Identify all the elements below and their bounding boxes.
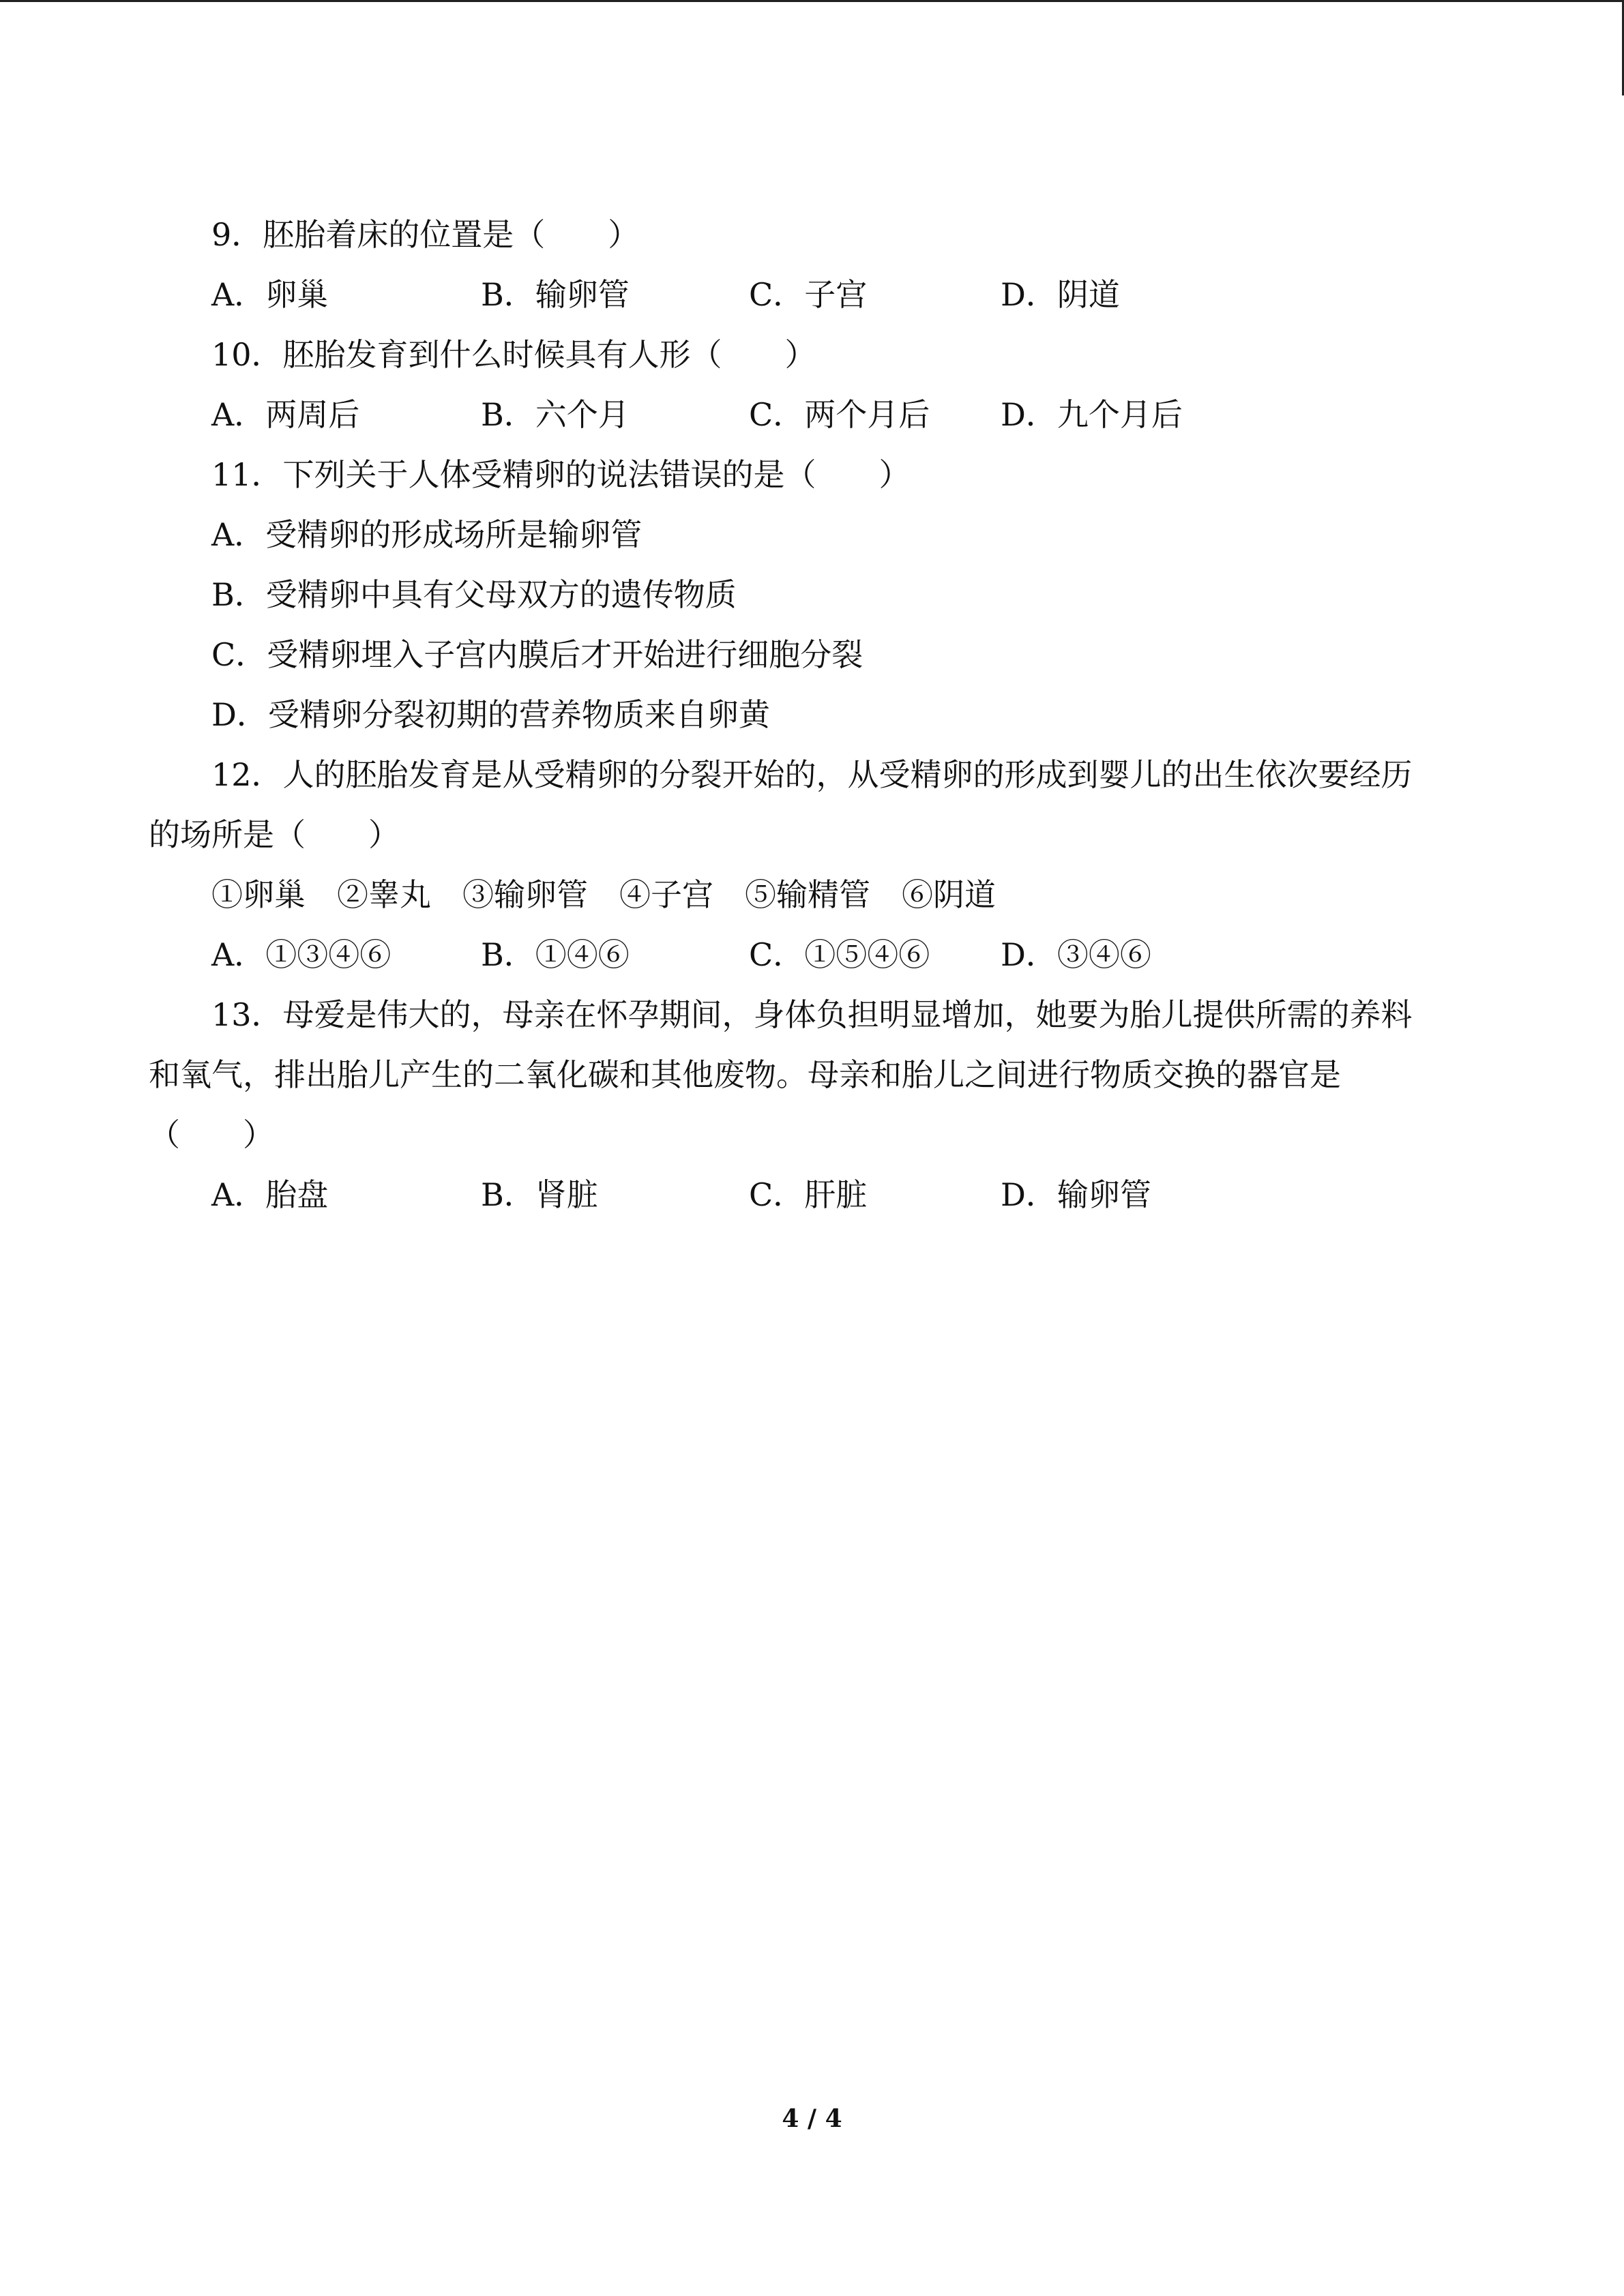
question-9-option-b: B．输卵管	[481, 276, 630, 313]
question-9-option-c: C．子宫	[749, 276, 868, 313]
question-11-option-a: A．受精卵的形成场所是输卵管	[211, 516, 643, 553]
question-13-option-a: A．胎盘	[211, 1176, 329, 1213]
question-12-option-b: B．①④⑥	[481, 936, 630, 973]
page-number: 4 / 4	[782, 2104, 842, 2133]
question-13-stem-line-2: 和氧气，排出胎儿产生的二氧化碳和其他废物。母亲和胎儿之间进行物质交换的器官是	[149, 1056, 1341, 1093]
question-13-option-b: B．肾脏	[481, 1176, 598, 1213]
question-10-option-a: A．两周后	[211, 396, 360, 433]
question-13-stem-line-1: 13．母爱是伟大的，母亲在怀孕期间，身体负担明显增加，她要为胎儿提供所需的养料	[211, 996, 1413, 1033]
question-12-option-d: D．③④⑥	[1001, 936, 1151, 973]
question-10-stem: 10．胚胎发育到什么时候具有人形（ ）	[211, 336, 816, 373]
question-9-stem: 9．胚胎着床的位置是（ ）	[211, 216, 640, 253]
question-13-stem-line-3: （ ）	[149, 1116, 274, 1153]
question-9-option-d: D．阴道	[1001, 276, 1120, 313]
question-11-option-d: D．受精卵分裂初期的营养物质来自卵黄	[211, 696, 770, 733]
question-11-option-c: C．受精卵埋入子宫内膜后才开始进行细胞分裂	[211, 636, 863, 673]
question-12-option-a: A．①③④⑥	[211, 936, 392, 973]
question-13-option-c: C．肝脏	[749, 1176, 868, 1213]
question-10-option-b: B．六个月	[481, 396, 630, 433]
question-11-stem: 11．下列关于人体受精卵的说法错误的是（ ）	[211, 456, 911, 493]
question-11-option-b: B．受精卵中具有父母双方的遗传物质	[211, 576, 737, 613]
question-12-stem-line-2: 的场所是（ ）	[149, 816, 400, 853]
question-12-option-c: C．①⑤④⑥	[749, 936, 930, 973]
question-12-choices: ①卵巢 ②睾丸 ③输卵管 ④子宫 ⑤输精管 ⑥阴道	[211, 876, 996, 913]
question-9-option-a: A．卵巢	[211, 276, 329, 313]
question-10-option-d: D．九个月后	[1001, 396, 1183, 433]
top-border-line	[0, 0, 1624, 2]
question-12-stem-line-1: 12．人的胚胎发育是从受精卵的分裂开始的，从受精卵的形成到婴儿的出生依次要经历	[211, 756, 1413, 793]
question-13-option-d: D．输卵管	[1001, 1176, 1151, 1213]
question-10-option-c: C．两个月后	[749, 396, 930, 433]
